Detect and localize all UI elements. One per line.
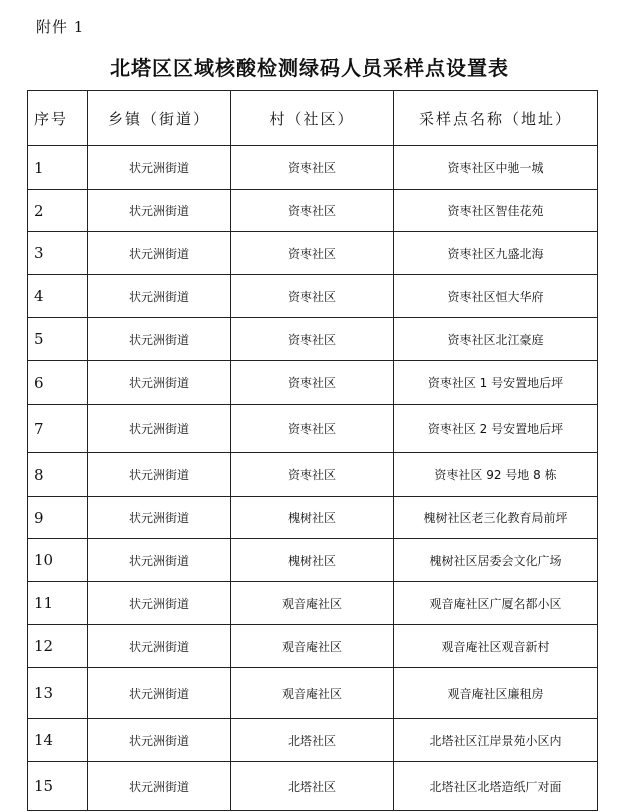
cell-town-street: 状元洲街道 [88, 453, 231, 497]
sampling-site-table [27, 90, 598, 811]
cell-serial-number: 13 [28, 668, 88, 719]
cell-town-street: 状元洲街道 [88, 146, 231, 190]
cell-sampling-site: 资枣社区 1 号安置地后坪 [394, 361, 598, 405]
cell-serial-number: 2 [28, 190, 88, 232]
header-village-community: 村（社区） [231, 91, 394, 146]
table-row [28, 405, 598, 453]
cell-village-community: 观音庵社区 [231, 668, 394, 719]
cell-sampling-site: 槐树社区老三化教育局前坪 [394, 497, 598, 539]
table-row [28, 275, 598, 318]
cell-sampling-site: 资枣社区中驰一城 [394, 146, 598, 190]
cell-village-community: 槐树社区 [231, 497, 394, 539]
cell-village-community: 北塔社区 [231, 719, 394, 762]
cell-serial-number: 1 [28, 146, 88, 190]
cell-sampling-site: 观音庵社区广厦名都小区 [394, 582, 598, 625]
cell-sampling-site: 资枣社区北江豪庭 [394, 318, 598, 361]
cell-village-community: 北塔社区 [231, 762, 394, 811]
cell-village-community: 资枣社区 [231, 190, 394, 232]
cell-town-street: 状元洲街道 [88, 762, 231, 811]
table-row [28, 539, 598, 582]
cell-sampling-site: 资枣社区九盛北海 [394, 232, 598, 275]
cell-village-community: 资枣社区 [231, 275, 394, 318]
table-header-row [28, 91, 598, 146]
cell-sampling-site: 资枣社区恒大华府 [394, 275, 598, 318]
cell-town-street: 状元洲街道 [88, 719, 231, 762]
table-row [28, 318, 598, 361]
cell-village-community: 资枣社区 [231, 146, 394, 190]
cell-village-community: 资枣社区 [231, 318, 394, 361]
cell-sampling-site: 观音庵社区观音新村 [394, 625, 598, 668]
cell-sampling-site: 资枣社区智佳花苑 [394, 190, 598, 232]
cell-village-community: 资枣社区 [231, 405, 394, 453]
cell-village-community: 资枣社区 [231, 232, 394, 275]
table-row [28, 497, 598, 539]
cell-town-street: 状元洲街道 [88, 582, 231, 625]
header-sampling-site: 采样点名称（地址） [394, 91, 598, 146]
cell-town-street: 状元洲街道 [88, 405, 231, 453]
table-row [28, 762, 598, 811]
header-town-street: 乡镇（街道） [88, 91, 231, 146]
table-row [28, 625, 598, 668]
cell-town-street: 状元洲街道 [88, 190, 231, 232]
cell-sampling-site: 资枣社区 92 号地 8 栋 [394, 453, 598, 497]
cell-serial-number: 9 [28, 497, 88, 539]
cell-town-street: 状元洲街道 [88, 668, 231, 719]
table-row [28, 668, 598, 719]
cell-village-community: 观音庵社区 [231, 625, 394, 668]
cell-sampling-site: 北塔社区江岸景苑小区内 [394, 719, 598, 762]
cell-town-street: 状元洲街道 [88, 497, 231, 539]
table-row [28, 232, 598, 275]
document-title: 北塔区区域核酸检测绿码人员采样点设置表 [110, 56, 509, 80]
cell-town-street: 状元洲街道 [88, 275, 231, 318]
cell-village-community: 资枣社区 [231, 453, 394, 497]
table-row [28, 453, 598, 497]
attachment-label: 附件 1 [36, 18, 85, 36]
cell-serial-number: 11 [28, 582, 88, 625]
cell-sampling-site: 槐树社区居委会文化广场 [394, 539, 598, 582]
table-row [28, 582, 598, 625]
table-row [28, 146, 598, 190]
cell-town-street: 状元洲街道 [88, 318, 231, 361]
header-serial-number: 序号 [28, 91, 88, 146]
cell-town-street: 状元洲街道 [88, 625, 231, 668]
table-row [28, 190, 598, 232]
cell-serial-number: 6 [28, 361, 88, 405]
cell-serial-number: 7 [28, 405, 88, 453]
cell-town-street: 状元洲街道 [88, 361, 231, 405]
cell-serial-number: 10 [28, 539, 88, 582]
cell-serial-number: 8 [28, 453, 88, 497]
cell-serial-number: 3 [28, 232, 88, 275]
table-row [28, 361, 598, 405]
cell-serial-number: 15 [28, 762, 88, 811]
cell-sampling-site: 资枣社区 2 号安置地后坪 [394, 405, 598, 453]
cell-village-community: 槐树社区 [231, 539, 394, 582]
cell-serial-number: 12 [28, 625, 88, 668]
table-row [28, 719, 598, 762]
cell-village-community: 资枣社区 [231, 361, 394, 405]
cell-serial-number: 4 [28, 275, 88, 318]
cell-sampling-site: 观音庵社区廉租房 [394, 668, 598, 719]
cell-village-community: 观音庵社区 [231, 582, 394, 625]
cell-serial-number: 14 [28, 719, 88, 762]
cell-town-street: 状元洲街道 [88, 539, 231, 582]
table-body [28, 146, 598, 811]
cell-sampling-site: 北塔社区北塔造纸厂对面 [394, 762, 598, 811]
cell-town-street: 状元洲街道 [88, 232, 231, 275]
cell-serial-number: 5 [28, 318, 88, 361]
